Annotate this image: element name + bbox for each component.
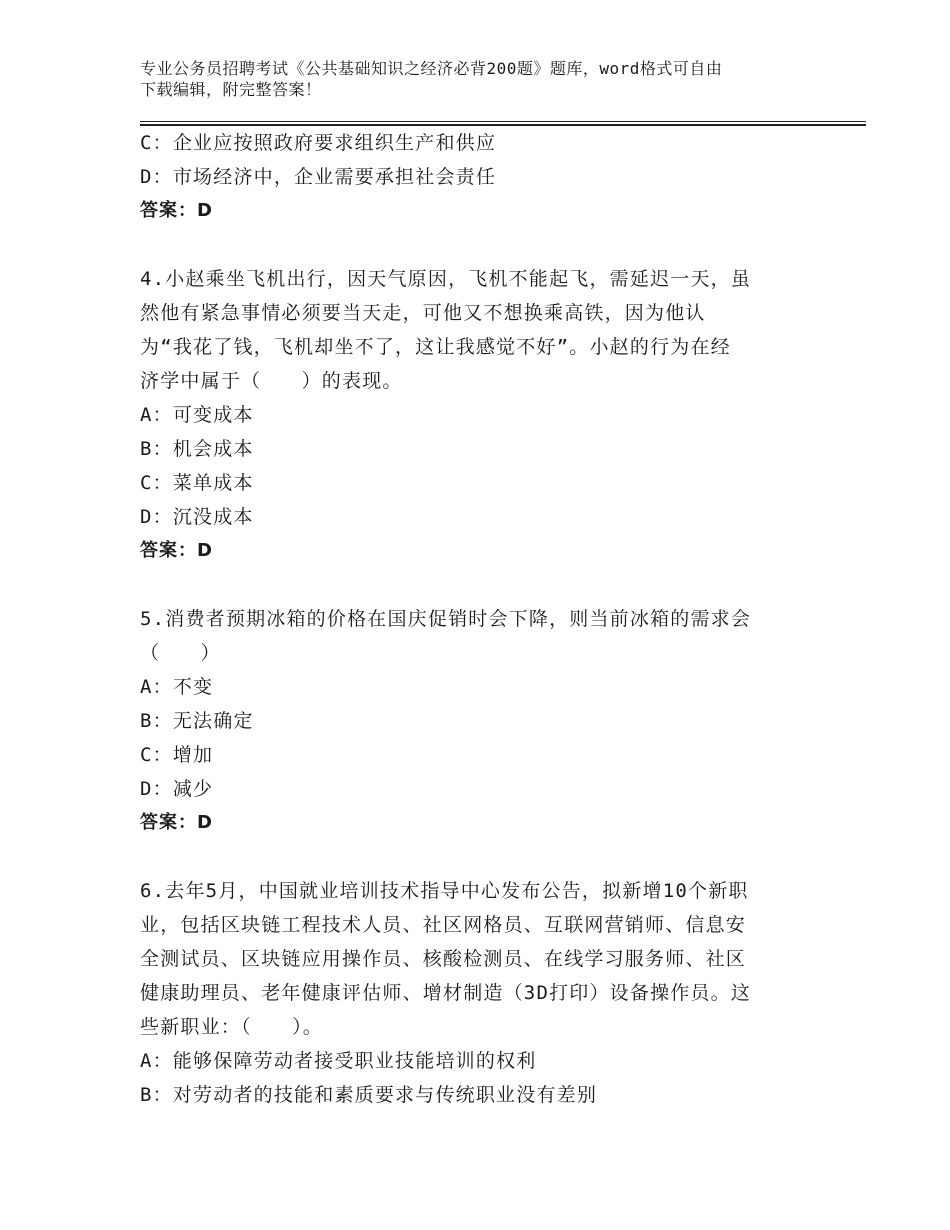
question-text-line: 健康助理员、老年健康评估师、增材制造（3D打印）设备操作员。这 (140, 982, 752, 1004)
option-d: D：市场经济中，企业需要承担社会责任 (140, 166, 497, 188)
question-text-line: 然他有紧急事情必须要当天走，可他又不想换乘高铁，因为他认 (140, 302, 706, 324)
spacer (140, 568, 800, 602)
question-text-line: 6.去年5月，中国就业培训技术指导中心发布公告，拟新增10个新职 (140, 880, 749, 902)
option-d: D：减少 (140, 778, 214, 800)
option-c: C：增加 (140, 744, 214, 766)
option-b: B：对劳动者的技能和素质要求与传统职业没有差别 (140, 1084, 598, 1106)
question-text-line: 些新职业：（ ）。 (140, 1016, 324, 1038)
option-b: B：无法确定 (140, 710, 254, 732)
question-5 (140, 602, 800, 840)
spacer (140, 228, 800, 262)
header-line-2: 下载编辑，附完整答案！ (140, 80, 322, 99)
option-c: C：菜单成本 (140, 472, 254, 494)
answer: 答案：D (140, 540, 213, 561)
option-a: A：能够保障劳动者接受职业技能培训的权利 (140, 1050, 537, 1072)
question-text-line: （ ） (140, 642, 221, 664)
option-c: C：企业应按照政府要求组织生产和供应 (140, 132, 497, 154)
option-a: A：不变 (140, 676, 214, 698)
option-d: D：沉没成本 (140, 506, 254, 528)
question-list (140, 126, 800, 1112)
header-line-1: 专业公务员招聘考试《公共基础知识之经济必背200题》题库，word格式可自由 (140, 59, 723, 78)
question-text-line: 4.小赵乘坐飞机出行，因天气原因，飞机不能起飞，需延迟一天，虽 (140, 268, 752, 290)
document-header (140, 58, 810, 100)
option-a: A：可变成本 (140, 404, 254, 426)
question-3-tail (140, 126, 800, 228)
question-4 (140, 262, 800, 568)
question-6 (140, 874, 800, 1112)
option-b: B：机会成本 (140, 438, 254, 460)
answer: 答案：D (140, 812, 213, 833)
question-text-line: 业，包括区块链工程技术人员、社区网格员、互联网营销师、信息安 (140, 914, 747, 936)
question-text-line: 济学中属于（ ）的表现。 (140, 370, 403, 392)
question-text-line: 全测试员、区块链应用操作员、核酸检测员、在线学习服务师、社区 (140, 948, 747, 970)
question-text-line: 为“我花了钱，飞机却坐不了，这让我感觉不好”。小赵的行为在经 (140, 336, 731, 358)
question-text-line: 5.消费者预期冰箱的价格在国庆促销时会下降，则当前冰箱的需求会 (140, 608, 752, 630)
answer: 答案：D (140, 200, 213, 221)
spacer (140, 840, 800, 874)
header-rule-thin (140, 121, 866, 122)
